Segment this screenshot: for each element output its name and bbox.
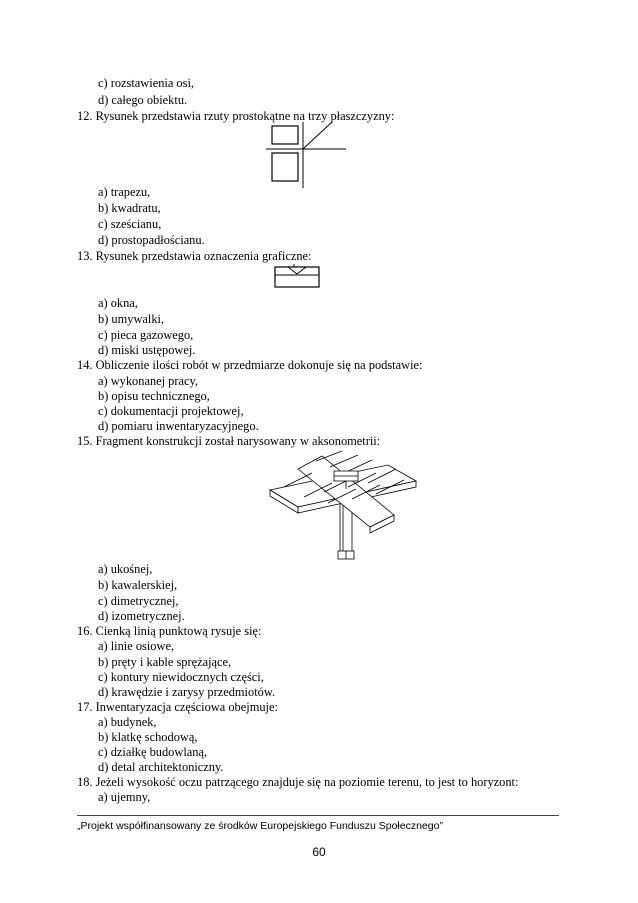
answer-option: a) ujemny, [98,790,151,804]
answer-option: a) okna, [98,296,138,310]
answer-option: c) kontury niewidocznych części, [98,670,264,684]
answer-option: d) prostopadłościanu. [98,233,205,247]
answer-option: d) miski ustępowej. [98,343,196,357]
footer-funding-note: „Projekt współfinansowany ze środków Europejskiego Funduszu Społecznego” [77,820,443,832]
question-text: 17. Inwentaryzacja częściowa obejmuje: [77,700,278,714]
question-text: 15. Fragment konstrukcji został narysowany w aksonometrii: [77,434,381,448]
answer-option: b) kawalerskiej, [98,578,178,592]
orthographic-projection-figure [262,122,350,188]
answer-option: a) ukośnej, [98,562,153,576]
answer-option: b) opisu technicznego, [98,389,210,403]
axonometric-structure-figure [268,447,418,565]
footer-divider [77,815,559,816]
question-text: 12. Rysunek przedstawia rzuty prostokątne na trzy płaszczyzny: [77,109,395,123]
answer-option: c) dokumentacji projektowej, [98,404,244,418]
answer-option: a) wykonanej pracy, [98,374,198,388]
answer-option: d) krawędzie i zarysy przedmiotów. [98,685,276,699]
answer-option: c) dimetrycznej, [98,594,179,608]
answer-option: b) pręty i kable sprężające, [98,655,232,669]
answer-option: c) rozstawienia osi, [98,76,194,90]
question-text: 18. Jeżeli wysokość oczu patrzącego znajduje się na poziomie terenu, to jest to horyzont: [77,775,519,789]
answer-option: d) całego obiektu. [98,93,188,107]
page-number: 60 [312,845,326,859]
answer-option: d) detal architektoniczny. [98,760,224,774]
answer-option: a) budynek, [98,715,157,729]
answer-option: a) trapezu, [98,185,151,199]
answer-option: b) kwadratu, [98,201,161,215]
graphic-symbol-figure [272,262,322,292]
answer-option: d) pomiaru inwentaryzacyjnego. [98,419,259,433]
answer-option: d) izometrycznej. [98,609,185,623]
answer-option: c) sześcianu, [98,217,162,231]
answer-option: b) klatkę schodową, [98,730,198,744]
question-text: 13. Rysunek przedstawia oznaczenia graficzne: [77,249,312,263]
answer-option: b) umywalki, [98,312,165,326]
answer-option: c) działkę budowlaną, [98,745,208,759]
question-text: 16. Cienką linią punktową rysuje się: [77,624,262,638]
answer-option: c) pieca gazowego, [98,328,194,342]
question-text: 14. Obliczenie ilości robót w przedmiarze dokonuje się na podstawie: [77,358,423,372]
answer-option: a) linie osiowe, [98,639,175,653]
